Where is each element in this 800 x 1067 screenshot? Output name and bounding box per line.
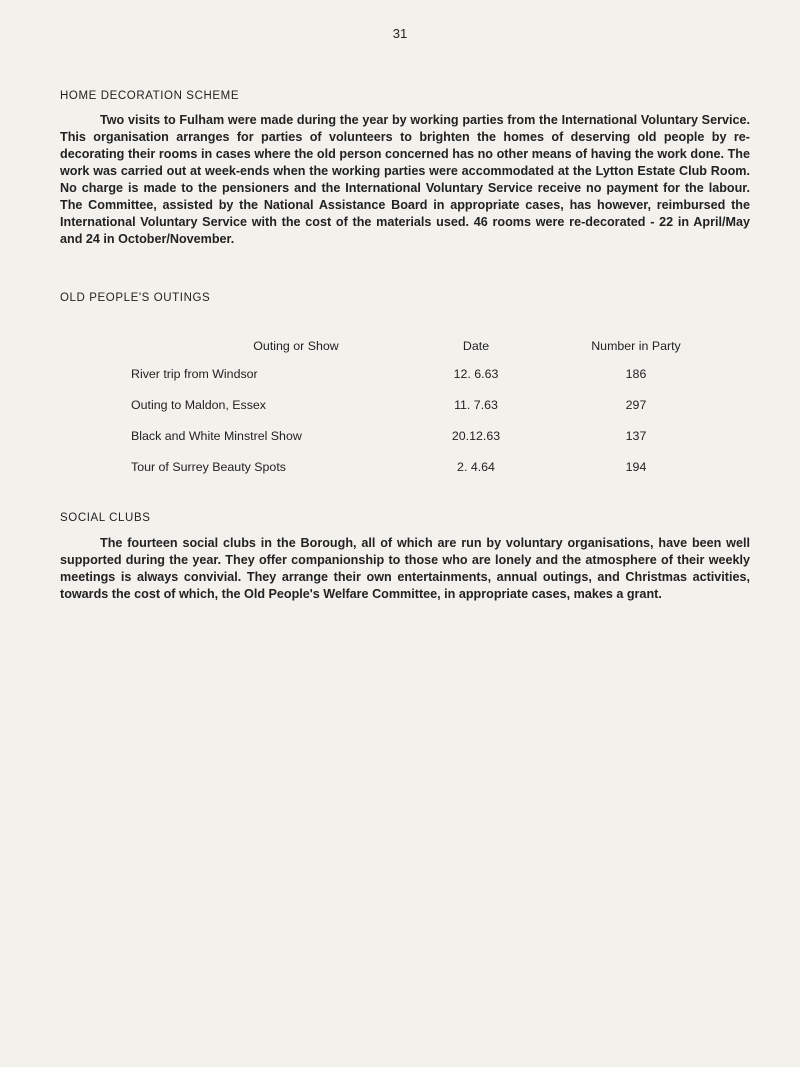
number-cell: 186 <box>625 367 647 381</box>
table-row <box>118 398 741 429</box>
page-number: 31 <box>392 26 408 41</box>
outings-table <box>118 339 741 491</box>
number-cell: 297 <box>625 398 647 412</box>
outing-cell: Black and White Minstrel Show <box>131 429 302 443</box>
date-cell: 12. 6.63 <box>453 367 499 381</box>
column-header-date: Date <box>462 339 490 353</box>
home-decoration-paragraph: Two visits to Fulham were made during the year by working parties from the International Voluntary Service. This organisation arranges for parties of volunteers to brighten the homes of deserving old people by re-decorating their rooms in cases where the old person concerned has no other means of having the work done. The work was carried out at week-ends when the working parties were accommodated at the Lytton Estate Club Room. No charge is made to the pensioners and the International Voluntary Service receive no payment for the labour. The Committee, assisted by the National Assistance Board in appropriate cases, has however, reimbursed the International Voluntary Service with the cost of the materials used. 46 rooms were re-decorated - 22 in April/May and 24 in October/November. <box>60 113 750 246</box>
social-clubs-paragraph: The fourteen social clubs in the Borough, all of which are run by voluntary organisations, have been well supported during the year. They offer companionship to those who are lonely and the atmosphere of their weekly meetings is always convivial. They arrange their own entertainments, annual outings, and Christmas activities, towards the cost of which, the Old People's Welfare Committee, in appropriate cases, makes a grant. <box>60 536 750 601</box>
date-cell: 20.12.63 <box>451 429 501 443</box>
outing-cell: Outing to Maldon, Essex <box>131 398 266 412</box>
date-cell: 2. 4.64 <box>457 460 495 474</box>
outing-cell: River trip from Windsor <box>131 367 258 381</box>
social-clubs-heading: SOCIAL CLUBS <box>60 512 151 524</box>
home-decoration-heading: HOME DECORATION SCHEME <box>60 90 240 102</box>
outings-heading: OLD PEOPLE'S OUTINGS <box>60 292 211 304</box>
number-cell: 194 <box>625 460 647 474</box>
column-header-outing: Outing or Show <box>253 339 339 353</box>
table-row <box>118 367 741 398</box>
date-cell: 11. 7.63 <box>454 398 498 412</box>
table-header-row <box>118 339 741 367</box>
outing-cell: Tour of Surrey Beauty Spots <box>131 460 286 474</box>
table-row <box>118 460 741 491</box>
table-row <box>118 429 741 460</box>
column-header-number: Number in Party <box>591 339 681 353</box>
number-cell: 137 <box>625 429 647 443</box>
